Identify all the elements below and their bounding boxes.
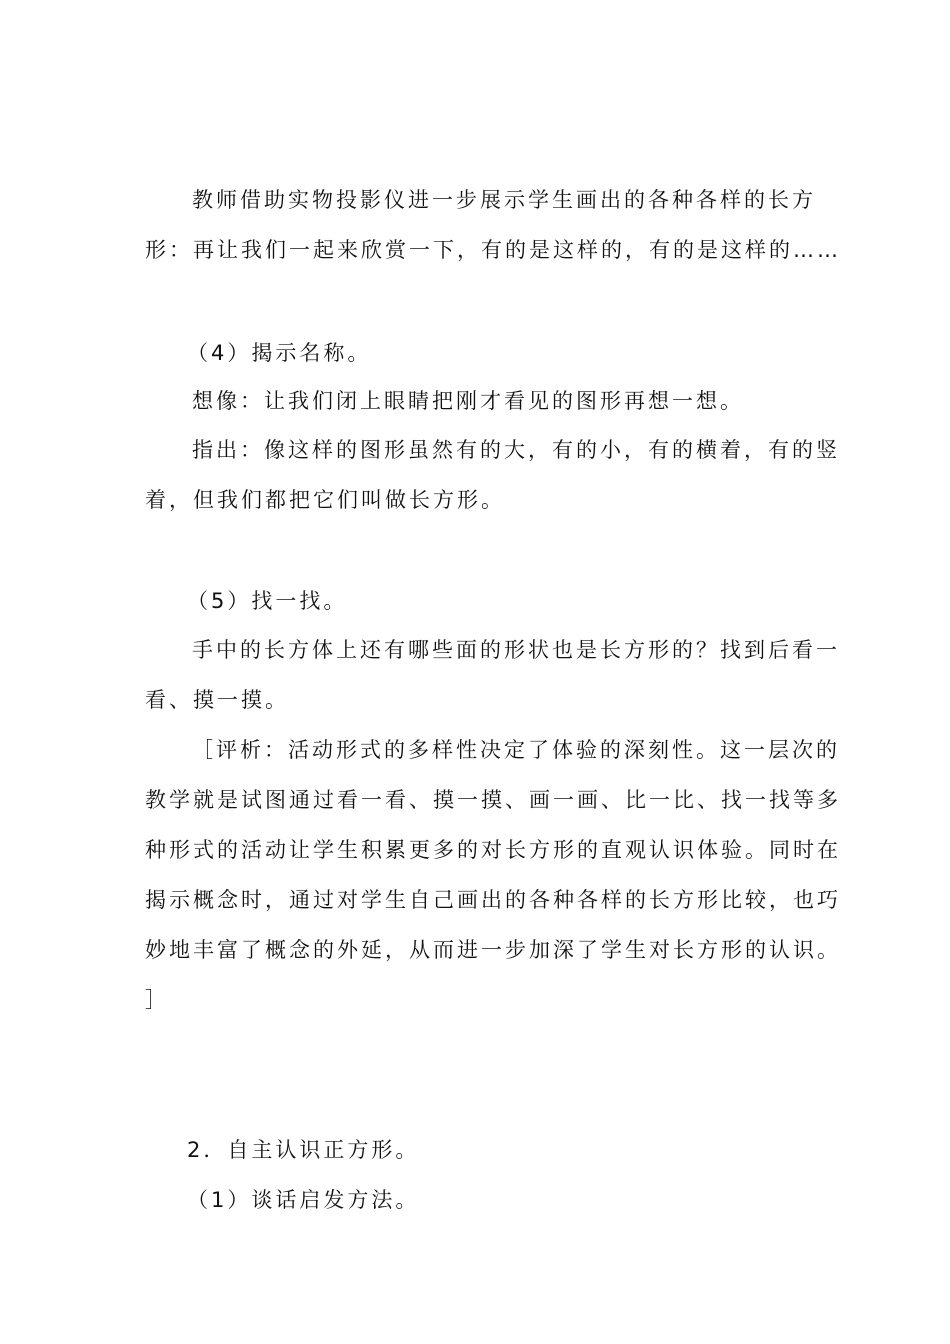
paragraph-line: 形：再让我们一起来欣赏一下，有的是这样的，有的是这样的…… [145,238,841,262]
section-heading: （1）谈话启发方法。 [187,1188,420,1212]
commentary-line: 种形式的活动让学生积累更多的对长方形的直观认识体验。同时在 [145,838,841,862]
section-heading: （4）揭示名称。 [187,341,372,365]
paragraph-line: 看、摸一摸。 [145,688,289,712]
commentary-line: 妙地丰富了概念的外延，从而进一步加深了学生对长方形的认识。 [145,938,841,962]
commentary-line: ］ [145,988,169,1012]
commentary-line: ［评析：活动形式的多样性决定了体验的深刻性。这一层次的 [192,738,840,762]
paragraph-line: 着，但我们都把它们叫做长方形。 [145,488,505,512]
paragraph-line: 教师借助实物投影仪进一步展示学生画出的各种各样的长方 [192,188,816,212]
section-heading: 2．自主认识正方形。 [187,1138,420,1162]
section-heading: （5）找一找。 [187,589,348,613]
commentary-line: 揭示概念时，通过对学生自己画出的各种各样的长方形比较，也巧 [145,888,841,912]
paragraph-line: 想像：让我们闭上眼睛把刚才看见的图形再想一想。 [192,389,744,413]
paragraph-line: 指出：像这样的图形虽然有的大，有的小，有的横着，有的竖 [192,438,840,462]
commentary-line: 教学就是试图通过看一看、摸一摸、画一画、比一比、找一找等多 [145,788,841,812]
paragraph-line: 手中的长方体上还有哪些面的形状也是长方形的？找到后看一 [192,638,840,662]
